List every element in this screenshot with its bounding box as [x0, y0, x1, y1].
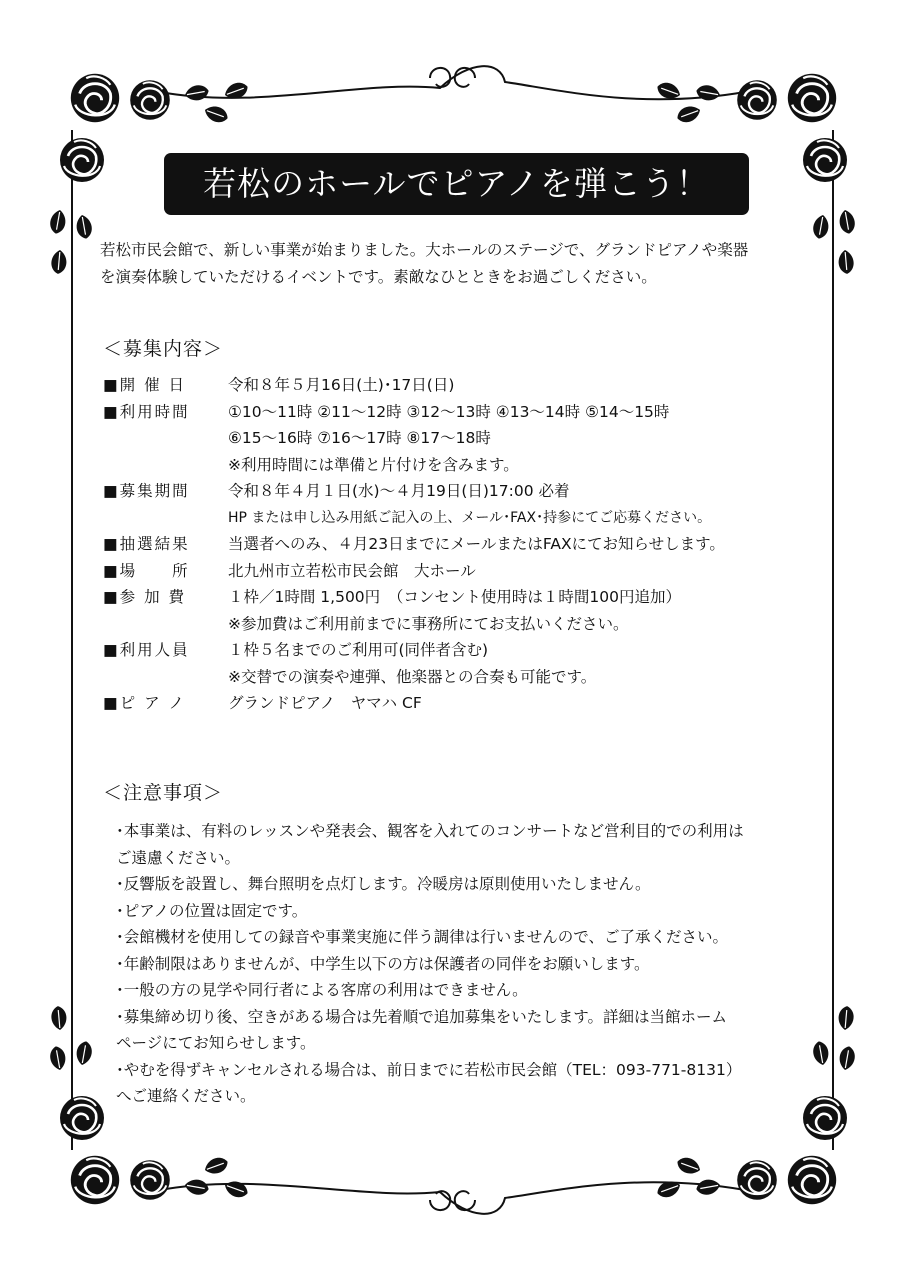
recruit-details	[103, 372, 823, 717]
detail-label: ■参 加 費	[103, 588, 186, 606]
note-item: ･反響版を設置し、舞台照明を点灯します。冷暖房は原則使用いたしません。	[116, 875, 651, 893]
note-item: ページにてお知らせします。	[116, 1034, 316, 1052]
notes-list	[116, 818, 816, 1110]
intro-line: 若松市民会館で、新しい事業が始まりました。大ホールのステージで、グランドピアノや楽器	[100, 241, 749, 259]
detail-label: ■抽選結果	[103, 535, 190, 553]
note-item: ご遠慮ください。	[116, 848, 241, 867]
page-title: 若松のホールでピアノを弾こう！	[164, 153, 749, 215]
detail-row	[103, 690, 823, 717]
detail-value: ①10～11時 ②11～12時 ③12～13時 ④13～14時 ⑤14～15時	[228, 402, 670, 421]
detail-value: １枠５名までのご利用可(同伴者含む)	[228, 641, 489, 659]
note-item: ･ピアノの位置は固定です。	[116, 901, 308, 920]
detail-row	[103, 531, 823, 558]
detail-value: ※利用時間には準備と片付けを含みます。	[228, 455, 519, 474]
note-item: ･会館機材を使用しての録音や事業実施に伴う調律は行いませんので、ご了承ください。	[116, 928, 728, 946]
detail-label: ■開 催 日	[103, 376, 186, 394]
note-item: ･本事業は、有料のレッスンや発表会、観客を入れてのコンサートなど営利目的での利用は	[116, 822, 744, 840]
detail-value: 令和８年４月１日(水)～４月19日(日)17:00 必着	[228, 482, 570, 500]
detail-label: ■場 所	[103, 561, 190, 580]
detail-label: ■利用人員	[103, 641, 190, 659]
detail-value: グランドピアノ ヤマハ CF	[228, 694, 422, 712]
detail-value: ※交替での演奏や連弾、他楽器との合奏も可能です。	[228, 667, 597, 686]
note-item: へご連絡ください。	[116, 1087, 256, 1105]
notes-heading: ＜注意事項＞	[103, 782, 224, 804]
detail-label: ■利用時間	[103, 402, 190, 421]
intro-text	[100, 237, 820, 291]
detail-value: 当選者へのみ、４月23日までにメールまたはFAXにてお知らせします。	[228, 535, 725, 553]
detail-row	[103, 372, 823, 399]
detail-value: ※参加費はご利用前までに事務所にてお支払いください。	[228, 614, 629, 633]
note-item: ･募集締め切り後、空きがある場合は先着順で追加募集をいたします。詳細は当館ホーム	[116, 1007, 728, 1026]
detail-row	[103, 637, 823, 690]
intro-line: を演奏体験していただけるイベントです。素敵なひとときをお過ごしください。	[100, 268, 657, 286]
detail-row	[103, 584, 823, 637]
detail-label: ■募集期間	[103, 482, 190, 500]
detail-value: ⑥15～16時 ⑦16～17時 ⑧17～18時	[228, 429, 491, 447]
detail-row	[103, 558, 823, 585]
detail-value: 北九州市立若松市民会館 大ホール	[228, 561, 476, 580]
note-item: ･年齢制限はありませんが、中学生以下の方は保護者の同伴をお願いします。	[116, 954, 650, 973]
detail-label: ■ピ ア ノ	[103, 694, 186, 712]
detail-row	[103, 478, 823, 531]
detail-value: 令和８年５月16日(土)･17日(日)	[228, 376, 455, 394]
note-item: ･やむを得ずキャンセルされる場合は、前日までに若松市民会館（TEL：093-771-8131）	[116, 1060, 742, 1079]
note-item: ･一般の方の見学や同行者による客席の利用はできません。	[116, 981, 528, 999]
detail-row	[103, 399, 823, 479]
detail-value: １枠／1時間 1,500円 （コンセント使用時は１時間100円追加）	[228, 588, 681, 606]
detail-note: HP または申し込み用紙ご記入の上、メール･FAX･持参にてご応募ください。	[228, 509, 712, 526]
recruit-heading: ＜募集内容＞	[103, 338, 224, 360]
